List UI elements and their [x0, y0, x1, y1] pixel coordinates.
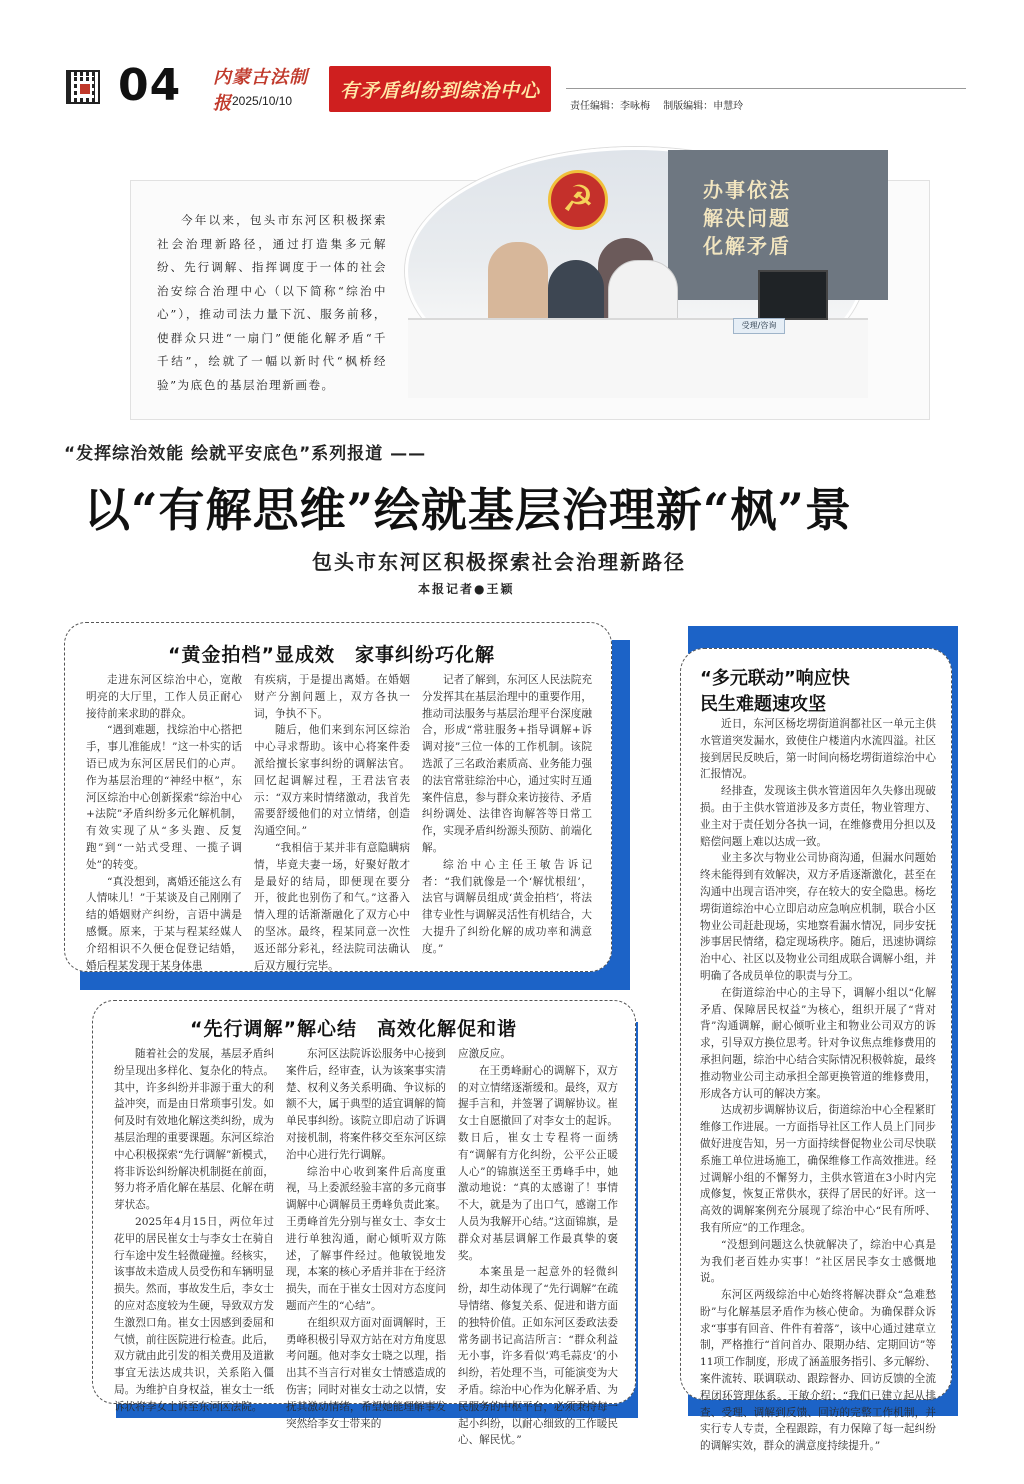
article1-columns — [86, 672, 592, 972]
article1-title: “黄金拍档”显成效 家事纠纷巧化解 — [168, 644, 495, 666]
paragraph: 有疾病，于是提出离婚。在婚姻财产分割问题上，双方各执一词，争执不下。 — [254, 674, 410, 720]
paragraph: “真没想到，离婚还能这么有人情味儿！”于某谈及自己刚刚了结的婚姻财产纠纷，言语中满是感慨。原来，于某与程某经媒人介绍相识不久便仓促登记结婚，婚后程某发现于某身体患 — [86, 875, 242, 972]
article3-title — [700, 666, 850, 718]
paragraph: 在组织双方面对面调解时，王勇峰积极引导双方站在对方角度思考问题。他对李女士晓之以理，指出其不当言行对崔女士情感造成的伤害；同时对崔女士动之以情，安抚其激动情绪，希望她能理解事发突然给李女士带来的 — [286, 1316, 446, 1430]
editor-name: 责任编辑：李咏梅 — [570, 101, 650, 112]
paragraph: 达成初步调解协议后，街道综治中心全程紧盯维修工作进展。一方面指导社区工作人员上门同步做好进度告知，另一方面持续督促物业公司尽快联系施工单位进场施工，确保维修工作高效推进。经过调解小组的不懈努力，主供水管道在3小时内完成修复，恢复正常供水，获得了居民的好评。这一高效的调解案例充分展现了综治中心“民有所呼、我有所应”的工作理念。 — [700, 1104, 936, 1234]
page-number: 04 — [118, 60, 182, 111]
series-label: “发挥综治效能 绘就平安底色”系列报道 —— — [64, 444, 427, 464]
byline: 本报记者●王颖 — [418, 582, 515, 596]
wall-text-line: 办事依法 — [703, 178, 791, 202]
paragraph: 业主多次与物业公司协商沟通，但漏水问题始终未能得到有效解决，双方矛盾逐渐激化，甚至在沟通中出现言语冲突，存在较大的安全隐患。杨圪塄街道综治中心立即启动应急响应机制，联合小区物业公司赶赴现场，实地察看漏水情况，同步安抚涉事居民情绪，稳定现场秩序。随后，迅速协调综治中心、社区以及物业公司组成联合调解小组，并明确了各成员单位的职责与分工。 — [700, 852, 936, 982]
paragraph: 随后，他们来到东河区综治中心寻求帮助。该中心将案件委派给擅长家事纠纷的调解法官。回忆起调解过程，王君法官表示：“双方来时情绪激动，我首先需要舒缓他们的对立情绪，创造沟通空间。” — [254, 724, 410, 838]
paragraph: 2025年4月15日，两位年过花甲的居民崔女士与李女士在骑自行车途中发生轻微碰撞。经核实，该事故未造成人员受伤和车辆明显损失。然而，事故发生后，李女士的应对态度较为生硬，导致双方发生激烈口角。崔女士因感到委屈和气愤，前往医院进行检查。此后，双方就由此引发的相关费用及道歉事宜无法达成共识，关系陷入僵局。为维护自身权益，崔女士一纸诉状将李女士诉至东河区法院。 — [114, 1215, 274, 1413]
party-emblem-icon — [548, 170, 608, 230]
masthead-rule — [566, 88, 966, 89]
article3-columns — [700, 716, 936, 1453]
subheadline: 包头市东河区积极探索社会治理新路径 — [312, 550, 686, 574]
article1-col3 — [422, 672, 592, 962]
main-headline: 以“有解思维”绘就基层治理新“枫”景 — [84, 483, 852, 537]
paragraph: 东河区两级综治中心始终将解决群众“急难愁盼”与化解基层矛盾作为核心使命。为确保群众诉求“事事有回音、件件有着落”，该中心通过建章立制，严格推行“首问首办、限期办结、定期回访”等11项工作制度，形成了涵盖服务指引、多元解纷、案件流转、联调联动、跟踪督办、回访反馈的全流程闭环管理体系。王敏介绍：“我们已建立起从排查、受理、调解到反馈、回访的完整工作机制，并实行专人专责，全程跟踪，有力保障了每一起纠纷的调解实效，群众的满意度持续提升。” — [700, 1289, 936, 1453]
article2-columns — [114, 1046, 620, 1447]
article3-col1 — [700, 716, 936, 1453]
paragraph: 应激反应。 — [458, 1048, 511, 1060]
paragraph: 综治中心收到案件后高度重视，马上委派经验丰富的多元商事调解中心调解员王勇峰负责此案。王勇峰首先分别与崔女士、李女士进行单独沟通，耐心倾听双方陈述，了解事件经过。他敏锐地发现，本案的核心矛盾并非在于经济损失，而在于崔女士因对方态度问题而产生的“心结”。 — [286, 1165, 446, 1312]
article2-col2 — [286, 1046, 446, 1430]
article2-title: “先行调解”解心结 高效化解促和谐 — [190, 1018, 517, 1040]
layout-editor-name: 制版编辑：申慧玲 — [663, 101, 744, 112]
paragraph: 走进东河区综治中心，宽敞明亮的大厅里，工作人员正耐心接待前来求助的群众。 — [86, 674, 242, 720]
paragraph: 经排查，发现该主供水管道因年久失修出现破损。由于主供水管道涉及多方责任，物业管理方、业主对于责任划分各执一词，在维修费用分担以及赔偿问题上难以达成一致。 — [700, 785, 936, 848]
paragraph: 记者了解到，东河区人民法院充分发挥其在基层治理中的重要作用，推动司法服务与基层治理平台深度融合，形成“常驻服务+指导调解+诉调对接”三位一体的工作机制。该院选派了三名政治素质高、业务能力强的法官常驻综治中心，通过实时互通案件信息，参与群众来访接待、矛盾纠纷调处、法律咨询解答等日常工作，实现矛盾纠纷源头预防、前端化解。 — [422, 674, 592, 854]
photo-wall-text — [703, 176, 791, 260]
article3-title-line: “多元联动”响应快 — [700, 668, 850, 689]
article2-col1 — [114, 1046, 274, 1413]
article1-col2 — [254, 672, 410, 972]
photo-desk-sign: 受理/咨询 — [733, 318, 785, 334]
paragraph: “遇到难题，找综治中心搭把手，事儿准能成！”这一朴实的话语已成为东河区居民们的心声。作为基层治理的“神经中枢”，东河区综治中心创新探索“综治中心+法院”矛盾纠纷多元化解机制，有效实现了从“多头跑、反复跑”到“一站式受理、一揽子调处”的转变。 — [86, 724, 242, 871]
paragraph: 东河区法院诉讼服务中心接到案件后，经审查，认为该案事实清楚、权利义务关系明确、争议标的额不大，属于典型的适宜调解的简单民事纠纷。该院立即启动了诉调对接机制，将案件移交至东河区综治中心进行先行调解。 — [286, 1048, 446, 1161]
photo-service-desk — [408, 318, 868, 398]
article3-title-line: 民生难题速攻坚 — [700, 694, 826, 715]
paragraph: 在街道综治中心的主导下，调解小组以“化解矛盾、保障居民权益”为核心，组织开展了“背对背”沟通调解，耐心倾听业主和物业公司双方的诉求，引导双方换位思考。针对争议焦点维修费用的承担问题，综治中心结合实际情况积极斡旋，最终推动物业公司主动承担全部更换管道的维修费用，形成各方认可的解决方案。 — [700, 986, 936, 1100]
paragraph: 近日，东河区杨圪塄街道润都社区一单元主供水管道突发漏水，致使住户楼道内水流四溢。社区接到居民反映后，第一时间向杨圪塄街道综治中心汇报情况。 — [700, 718, 936, 781]
paragraph: 随着社会的发展，基层矛盾纠纷呈现出多样化、复杂化的特点。其中，许多纠纷并非源于重大的利益冲突，而是由日常琐事引发。如何及时有效地化解这类纠纷，成为基层治理的重要课题。东河区综治中心积极探索“先行调解”新模式，将非诉讼纠纷解决机制挺在前面，努力将矛盾化解在基层、化解在萌芽状态。 — [114, 1048, 274, 1212]
qr-code-icon — [66, 70, 100, 104]
article2-col3 — [458, 1046, 618, 1447]
photo-monitor — [758, 270, 828, 320]
issue-date: 2025/10/10 — [232, 94, 293, 108]
wall-text-line: 解决问题 — [703, 206, 791, 230]
paragraph: “我相信于某并非有意隐瞒病情，毕竟夫妻一场，好聚好散才是最好的结局，即便现在要分开，彼此也别伤了和气。”这番入情入理的话渐渐融化了双方心中的坚冰。最终，程某同意一次性返还部分彩礼，经法院司法确认后双方履行完毕。 — [254, 841, 410, 972]
paragraph: “没想到问题这么快就解决了，综治中心真是为我们老百姓办实事！”社区居民李女士感慨地说。 — [700, 1238, 936, 1285]
section-banner — [329, 66, 551, 112]
paragraph: 在王勇峰耐心的调解下，双方的对立情绪逐渐缓和。最终，双方握手言和，并签署了调解协议。崔女士自愿撤回了对李女士的起诉。数日后，崔女士专程将一面绣有“调解有方化纠纷，公平公正暖人心”的锦旗送至王勇峰手中，她激动地说：“真的太感谢了！事情不大，就是为了出口气，感谢工作人员为我解开心结。”这面锦旗，是群众对基层调解工作最真挚的褒奖。 — [458, 1064, 618, 1262]
section-banner-label: 有矛盾纠纷到综治中心 — [339, 80, 540, 102]
article1-col1 — [86, 672, 242, 972]
paragraph: 本案虽是一起意外的轻微纠纷，却生动体现了“先行调解”在疏导情绪、修复关系、促进和谐方面的独特价值。正如东河区委政法委常务副书记高洁所言：“群众利益无小事，许多看似‘鸡毛蒜皮’的小纠纷，若处理不当，可能演变为大矛盾。综治中心作为化解矛盾、为民服务的中枢平台，必须秉持每一起小纠纷，以耐心细致的工作暖民心、解民忧。” — [458, 1266, 618, 1447]
lead-paragraph: 今年以来，包头市东河区积极探索社会治理新路径，通过打造集多元解纷、先行调解、指挥调度于一体的社会治安综合治理中心（以下简称“综治中心”），推动司法力量下沉、服务前移，使群众只进“一扇门”便能化解矛盾“千千结”，绘就了一幅以新时代“枫桥经验”为底色的基层治理新画卷。 — [157, 213, 387, 392]
wall-text-line: 化解矛盾 — [703, 234, 791, 258]
paper-name-logo: 内蒙古法制报 — [213, 67, 308, 114]
lead-photo — [405, 147, 865, 395]
paragraph: 综治中心主任王敏告诉记者：“我们就像是一个‘解忧根纽’，法官与调解员组成‘黄金拍档’，将法律专业性与调解灵活性有机结合，大大提升了纠纷化解的成功率和满意度。” — [422, 858, 592, 955]
editor-credits — [570, 97, 753, 112]
